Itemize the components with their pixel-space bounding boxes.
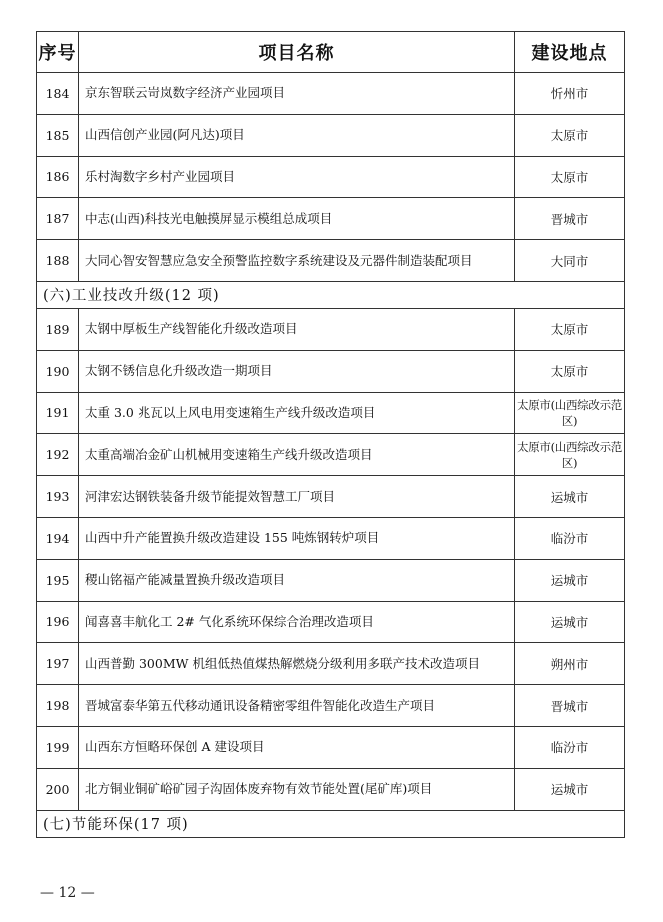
location-cell: 太原市: [515, 350, 625, 392]
table-row: [37, 517, 625, 559]
section-row-industrial-upgrade: [37, 281, 625, 308]
location-cell: 晋城市: [515, 685, 625, 727]
serial-cell: 197: [37, 643, 79, 685]
project-name-cell: 晋城富泰华第五代移动通讯设备精密零组件智能化改造生产项目: [79, 685, 515, 727]
location-cell: 太原市: [515, 308, 625, 350]
serial-cell: 187: [37, 198, 79, 240]
project-name-cell: 北方铜业铜矿峪矿园子沟固体废弃物有效节能处置(尾矿库)项目: [79, 768, 515, 810]
project-table: [36, 31, 625, 838]
section-title: (七)节能环保(17 项): [37, 810, 625, 837]
table-row: [37, 601, 625, 643]
table-row: [37, 156, 625, 198]
table-row: [37, 726, 625, 768]
project-name-cell: 太重高端冶金矿山机械用变速箱生产线升级改造项目: [79, 434, 515, 476]
project-name-cell: 太钢中厚板生产线智能化升级改造项目: [79, 308, 515, 350]
header-project-name: 项目名称: [79, 32, 515, 73]
project-name-cell: 稷山铭福产能减量置换升级改造项目: [79, 559, 515, 601]
table-row: [37, 350, 625, 392]
serial-cell: 192: [37, 434, 79, 476]
serial-cell: 184: [37, 73, 79, 115]
project-name-cell: 太重 3.0 兆瓦以上风电用变速箱生产线升级改造项目: [79, 392, 515, 434]
serial-cell: 196: [37, 601, 79, 643]
section-row-energy-saving: [37, 810, 625, 837]
table-row: [37, 240, 625, 282]
serial-cell: 188: [37, 240, 79, 282]
location-cell: 运城市: [515, 559, 625, 601]
serial-cell: 191: [37, 392, 79, 434]
serial-cell: 194: [37, 517, 79, 559]
serial-cell: 186: [37, 156, 79, 198]
header-serial: 序号: [37, 32, 79, 73]
header-location: 建设地点: [515, 32, 625, 73]
location-cell: 太原市: [515, 114, 625, 156]
serial-cell: 193: [37, 476, 79, 518]
project-name-cell: 山西信创产业园(阿凡达)项目: [79, 114, 515, 156]
table-row: [37, 685, 625, 727]
location-cell: 太原市(山西综改示范区): [515, 392, 625, 434]
serial-cell: 198: [37, 685, 79, 727]
project-name-cell: 大同心智安智慧应急安全预警监控数字系统建设及元器件制造装配项目: [79, 240, 515, 282]
project-name-cell: 中志(山西)科技光电触摸屏显示模组总成项目: [79, 198, 515, 240]
table-row: [37, 476, 625, 518]
serial-cell: 185: [37, 114, 79, 156]
table-row: [37, 114, 625, 156]
project-name-cell: 河津宏达钢铁装备升级节能提效智慧工厂项目: [79, 476, 515, 518]
project-name-cell: 闻喜喜丰航化工 2# 气化系统环保综合治理改造项目: [79, 601, 515, 643]
project-name-cell: 京东智联云岢岚数字经济产业园项目: [79, 73, 515, 115]
table-row: [37, 768, 625, 810]
table-header-row: [37, 32, 625, 73]
table-row: [37, 434, 625, 476]
project-name-cell: 山西中升产能置换升级改造建设 155 吨炼钢转炉项目: [79, 517, 515, 559]
project-name-cell: 山西普勤 300MW 机组低热值煤热解燃烧分级利用多联产技术改造项目: [79, 643, 515, 685]
location-cell: 太原市(山西综改示范区): [515, 434, 625, 476]
serial-cell: 190: [37, 350, 79, 392]
table-row: [37, 643, 625, 685]
serial-cell: 195: [37, 559, 79, 601]
location-cell: 运城市: [515, 601, 625, 643]
project-name-cell: 山西东方恒略环保创 A 建设项目: [79, 726, 515, 768]
project-name-cell: 太钢不锈信息化升级改造一期项目: [79, 350, 515, 392]
table-row: [37, 559, 625, 601]
table-row: [37, 73, 625, 115]
location-cell: 忻州市: [515, 73, 625, 115]
location-cell: 朔州市: [515, 643, 625, 685]
table-row: [37, 392, 625, 434]
location-cell: 太原市: [515, 156, 625, 198]
location-cell: 运城市: [515, 768, 625, 810]
serial-cell: 189: [37, 308, 79, 350]
location-cell: 临汾市: [515, 517, 625, 559]
location-cell: 运城市: [515, 476, 625, 518]
table-row: [37, 308, 625, 350]
section-title: (六)工业技改升级(12 项): [37, 281, 625, 308]
table-row: [37, 198, 625, 240]
location-cell: 大同市: [515, 240, 625, 282]
location-cell: 临汾市: [515, 726, 625, 768]
serial-cell: 199: [37, 726, 79, 768]
location-cell: 晋城市: [515, 198, 625, 240]
serial-cell: 200: [37, 768, 79, 810]
page-number: — 12 —: [40, 885, 95, 901]
project-name-cell: 乐村淘数字乡村产业园项目: [79, 156, 515, 198]
